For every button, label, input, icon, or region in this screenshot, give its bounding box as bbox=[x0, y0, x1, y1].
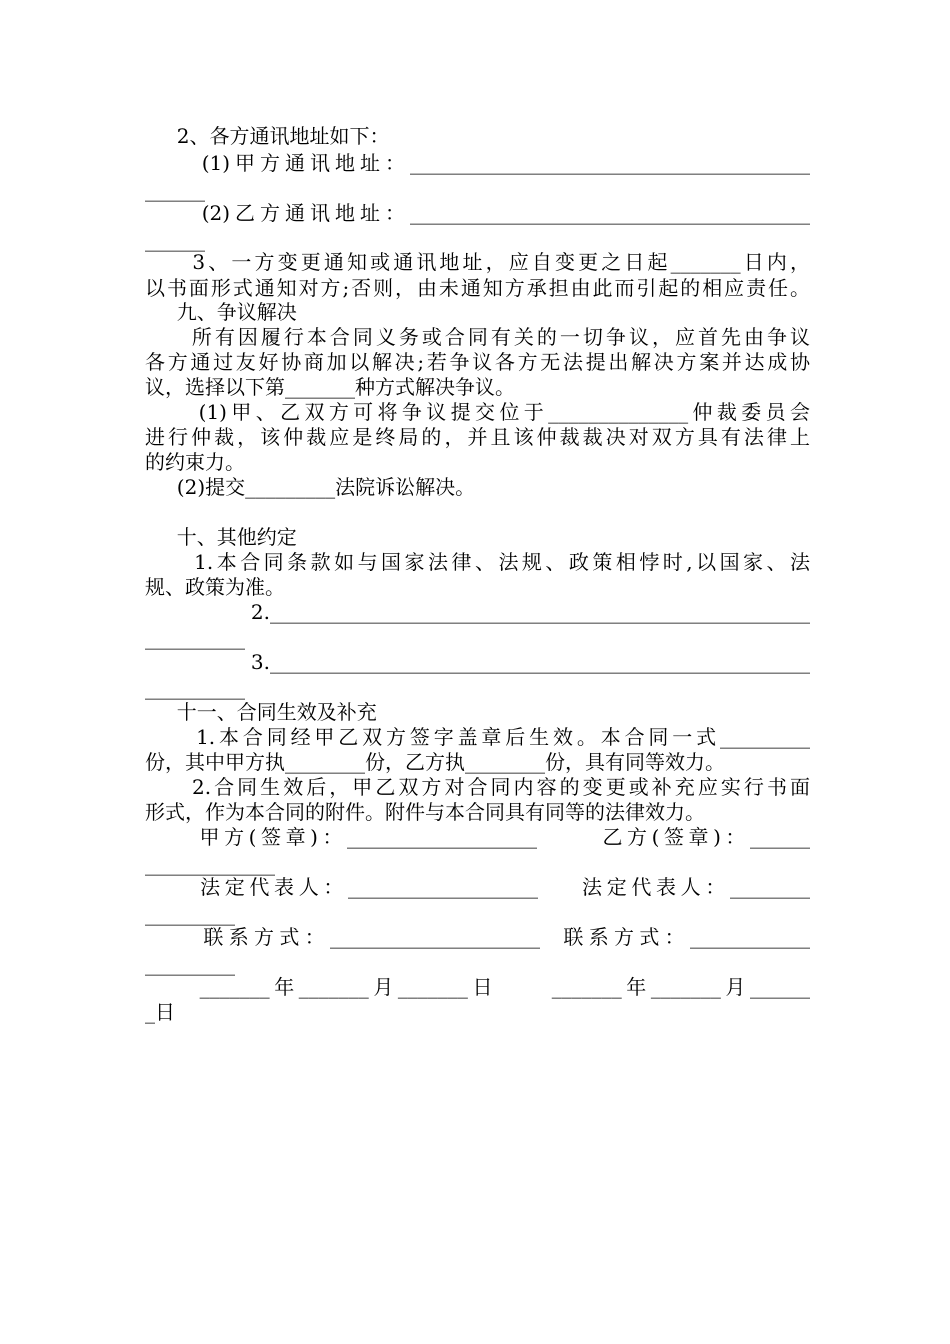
text-line: 形式，作为本合同的附件。附件与本合同具有同等的法律效力。 bbox=[145, 800, 705, 824]
signature-line: _____________ bbox=[145, 852, 275, 876]
text-line: 2.合同生效后，甲乙双方对合同内容的变更或补充应实行书面 bbox=[145, 775, 810, 799]
signature-line: 联系方式：_____________________ 联系方式：____________ bbox=[145, 925, 810, 949]
text-line: 3.______________________________________________________ bbox=[145, 650, 810, 674]
signature-line: _________ bbox=[145, 952, 235, 976]
text-line: 议，选择以下第_______种方式解决争议。 bbox=[145, 375, 515, 399]
text-line: 2、各方通讯地址如下： bbox=[145, 124, 390, 148]
date-line: _日 bbox=[145, 1000, 175, 1024]
text-line: 2.______________________________________________________ bbox=[145, 600, 810, 624]
text-line: 的约束力。 bbox=[145, 450, 245, 474]
section-heading: 十一、合同生效及补充 bbox=[145, 700, 377, 724]
text-line: ______ bbox=[145, 228, 205, 252]
text-line: 规、政策为准。 bbox=[145, 575, 285, 599]
text-line: ______ bbox=[145, 178, 205, 202]
text-line: 进行仲裁，该仲裁应是终局的，并且该仲裁裁决对双方具有法律上 bbox=[145, 425, 810, 449]
section-heading: 九、争议解决 bbox=[145, 300, 297, 324]
text-line: (1)甲、乙双方可将争议提交位于______________仲裁委员会 bbox=[145, 400, 810, 424]
signature-line: _________ bbox=[145, 902, 235, 926]
text-line: 所有因履行本合同义务或合同有关的一切争议，应首先由争议 bbox=[145, 325, 810, 349]
text-line: (1)甲方通讯地址：________________________________________ bbox=[145, 151, 810, 175]
text-line: __________ bbox=[145, 676, 245, 700]
text-line: __________ bbox=[145, 626, 245, 650]
text-line: 1.本合同经甲乙双方签字盖章后生效。本合同一式_________ bbox=[145, 725, 810, 749]
text-line: (2)乙方通讯地址：________________________________________ bbox=[145, 201, 810, 225]
date-line: _______年_______月_______日 _______年_______月______ bbox=[145, 975, 810, 999]
text-line: 以书面形式通知对方;否则，由未通知方承担由此而引起的相应责任。 bbox=[145, 276, 810, 300]
signature-line: 法定代表人：___________________ 法定代表人：________ bbox=[145, 875, 810, 899]
text-line: 3、一方变更通知或通讯地址，应自变更之日起_______日内， bbox=[145, 250, 810, 274]
signature-line: 甲方(签章)：___________________ 乙方(签章)：______ bbox=[145, 825, 810, 849]
text-line: 1.本合同条款如与国家法律、法规、政策相悖时,以国家、法 bbox=[145, 550, 810, 574]
text-line: (2)提交_________法院诉讼解决。 bbox=[145, 475, 476, 499]
text-line: 各方通过友好协商加以解决;若争议各方无法提出解决方案并达成协 bbox=[145, 350, 810, 374]
text-line: 份，其中甲方执________份，乙方执________份，具有同等效力。 bbox=[145, 750, 725, 774]
section-heading: 十、其他约定 bbox=[145, 525, 297, 549]
